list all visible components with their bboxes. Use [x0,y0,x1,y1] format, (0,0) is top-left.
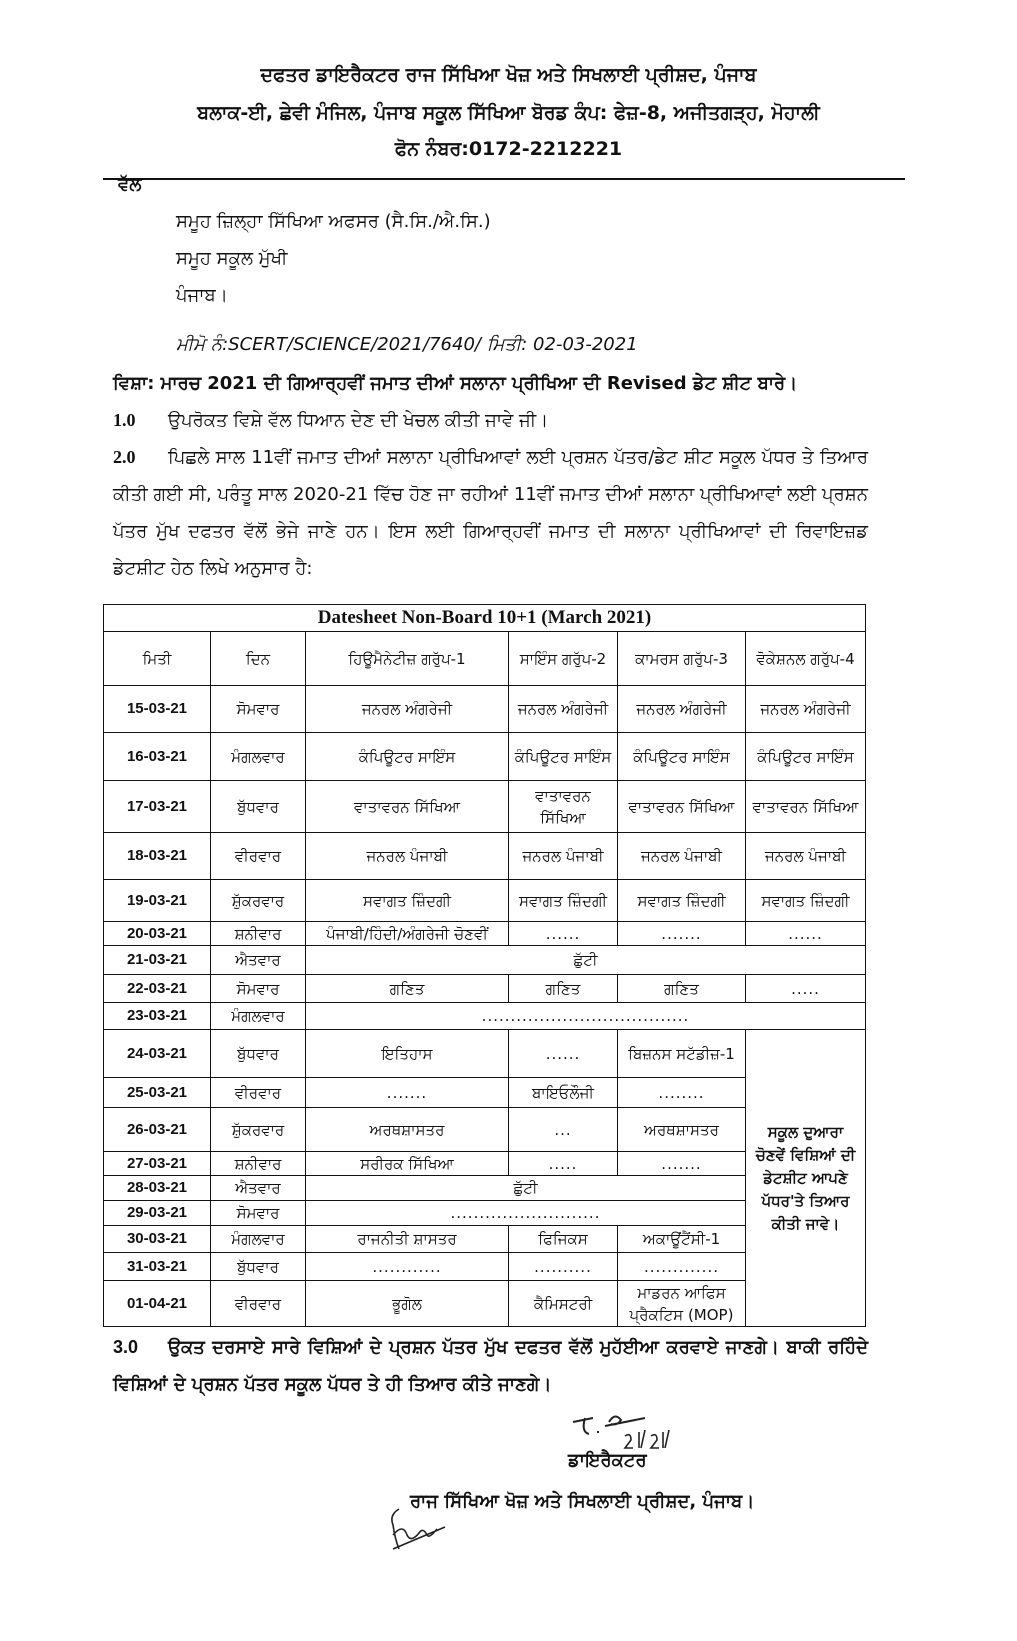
empty-subject-cell: ..... [509,1152,618,1176]
table-row [104,1030,866,1078]
office-address: ਬਲਾਕ-ਈ, ਛੇਵੀ ਮੰਜਿਲ, ਪੰਜਾਬ ਸਕੂਲ ਸਿੱਖਿਆ ਬੋਰਡ ਕੰਪ: ਫੇਜ਼-8, ਅਜੀਤਗੜ੍ਹ, ਮੋਹਾਲੀ [197,102,820,124]
subject-cell: ਅਕਾਊਂਟੈਂਸੀ-1 [618,1226,746,1253]
subject-cell: ਜਨਰਲ ਪੰਜਾਬੀ [306,833,509,880]
subject-cell: ਸਵਾਗਤ ਜ਼ਿੰਦਗੀ [306,880,509,922]
empty-subject-cell: ...... [509,922,618,946]
datesheet-title: Datesheet Non-Board 10+1 (March 2021) [104,605,866,632]
day-cell: ਵੀਰਵਾਰ [211,833,306,880]
day-cell: ਸ਼ਨੀਵਾਰ [211,922,306,946]
date-cell: 23-03-21 [104,1003,211,1030]
empty-subject-cell: ....... [306,1078,509,1108]
subject-cell: ਸਵਾਗਤ ਜ਼ਿੰਦਗੀ [618,880,746,922]
table-row [104,922,866,946]
paragraph-text: ਉਕਤ ਦਰਸਾਏ ਸਾਰੇ ਵਿਸ਼ਿਆਂ ਦੇ ਪ੍ਰਸ਼ਨ ਪੱਤਰ ਮੁੱਖ ਦਫਤਰ ਵੱਲੋਂ ਮੁਹੱਈਆ ਕਰਵਾਏ ਜਾਣਗੇ। ਬਾਕੀ ਰਹਿੰਦੇ ਵਿਸ਼ਿਆਂ ਦੇ ਪ੍ਰਸ਼ਨ ਪੱਤਰ ਸਕੂਲ ਪੱਧਰ ਤੇ ਹੀ ਤਿਆਰ ਕੀਤੇ ਜਾਣਗੇ। [113,1337,868,1395]
empty-subject-cell: ... [509,1108,618,1152]
subject-cell: ਕੰਪਿਊਟਰ ਸਾਇੰਸ [746,733,866,781]
paragraph-text: ਉਪਰੋਕਤ ਵਿਸ਼ੇ ਵੱਲ ਧਿਆਨ ਦੇਣ ਦੀ ਖੇਚਲ ਕੀਤੀ ਜਾਵੇ ਜੀ। [168,410,549,431]
empty-subject-cell: ...... [746,922,866,946]
vocational-note-cell: ਸਕੂਲ ਦੁਆਰਾ ਚੋਣਵੇਂ ਵਿਸ਼ਿਆਂ ਦੀ ਡੇਟਸ਼ੀਟ ਆਪਣੇ ਪੱਧਰ'ਤੇ ਤਿਆਰ ਕੀਤੀ ਜਾਵੇ। [746,1030,866,1327]
signatory-title: ਡਾਇਰੈਕਟਰ [568,1450,647,1471]
table-row [104,946,866,975]
subject-cell: ਇਤਿਹਾਸ [306,1030,509,1078]
day-cell: ਮੰਗਲਵਾਰ [211,1003,306,1030]
subject-cell: ਜਨਰਲ ਅੰਗਰੇਜੀ [509,686,618,733]
office-phone: ਫੋਨ ਨੰਬਰ:0172-2212221 [394,138,623,160]
subject-cell: ਵਾਤਾਵਰਨ ਸਿੱਖਿਆ [306,781,509,833]
subject-cell: ਵਾਤਾਵਰਨ ਸਿੱਖਿਆ [509,781,618,833]
subject-cell: ਅਰਥਸ਼ਾਸਤਰ [306,1108,509,1152]
subject-cell: ਅਰਥਸ਼ਾਸਤਰ [618,1108,746,1152]
day-cell: ਵੀਰਵਾਰ [211,1281,306,1327]
paragraph-3 [113,1329,868,1403]
datesheet-table [103,604,866,1327]
subject-cell: ਭੂਗੋਲ [306,1281,509,1327]
subject-cell: ਗਣਿਤ [509,975,618,1003]
day-cell: ਮੰਗਲਵਾਰ [211,733,306,781]
subject-cell: ਮਾਡਰਨ ਆਫਿਸ ਪ੍ਰੈਕਟਿਸ (MOP) [618,1281,746,1327]
paragraph-number: 1.0 [113,410,136,430]
column-header: ਸਾਇੰਸ ਗਰੁੱਪ-2 [509,632,618,686]
subject-cell: ਜਨਰਲ ਅੰਗਰੇਜੀ [306,686,509,733]
day-cell: ਸੋਮਵਾਰ [211,686,306,733]
date-cell: 31-03-21 [104,1253,211,1281]
paragraph-1 [113,402,868,439]
date-cell: 22-03-21 [104,975,211,1003]
subject-cell: ਰਾਜਨੀਤੀ ਸ਼ਾਸਤਰ [306,1226,509,1253]
recipient-1: ਸਮੂਹ ਜ਼ਿਲ੍ਹਾ ਸਿੱਖਿਆ ਅਫਸਰ (ਸੈ.ਸਿ./ਐ.ਸਿ.) [176,211,491,232]
empty-subject-cell: .................................... [306,1003,866,1030]
date-cell: 19-03-21 [104,880,211,922]
subject-cell: ਕੰਪਿਊਟਰ ਸਾਇੰਸ [618,733,746,781]
subject-cell: ਜਨਰਲ ਅੰਗਰੇਜੀ [746,686,866,733]
subject-cell: ਜਨਰਲ ਪੰਜਾਬੀ [509,833,618,880]
date-cell: 17-03-21 [104,781,211,833]
day-cell: ਬੁੱਧਵਾਰ [211,1253,306,1281]
recipient-2: ਸਮੂਹ ਸਕੂਲ ਮੁੱਖੀ [176,248,288,269]
day-cell: ਬੁੱਧਵਾਰ [211,1030,306,1078]
date-cell: 01-04-21 [104,1281,211,1327]
date-cell: 21-03-21 [104,946,211,975]
subject: ਵਿਸ਼ਾ: ਮਾਰਚ 2021 ਦੀ ਗਿਆਰ੍ਹਵੀਂ ਜਮਾਤ ਦੀਆਂ ਸਲਾਨਾ ਪ੍ਰੀਖਿਆ ਦੀ Revised ਡੇਟ ਸ਼ੀਟ ਬਾਰੇ। [113,373,798,394]
day-cell: ਬੁੱਧਵਾਰ [211,781,306,833]
day-cell: ਮੰਗਲਵਾਰ [211,1226,306,1253]
to-label: ਵੱਲ [118,174,142,195]
handwritten-signature [385,1505,455,1555]
memo-number: ਮੀਮੋ ਨੰ:SCERT/SCIENCE/2021/7640/ ਮਿਤੀ: 02-03-2021 [176,334,638,355]
date-cell: 30-03-21 [104,1226,211,1253]
day-cell: ਸੋਮਵਾਰ [211,975,306,1003]
date-cell: 15-03-21 [104,686,211,733]
column-header: ਕਾਮਰਸ ਗਰੁੱਪ-3 [618,632,746,686]
empty-subject-cell: ........ [618,1078,746,1108]
day-cell: ਸ਼ੁੱਕਰਵਾਰ [211,1108,306,1152]
table-row [104,733,866,781]
table-row [104,686,866,733]
paragraph-2 [113,439,868,587]
subject-cell: ਸਵਾਗਤ ਜ਼ਿੰਦਗੀ [746,880,866,922]
column-header: ਮਿਤੀ [104,632,211,686]
date-cell: 16-03-21 [104,733,211,781]
date-cell: 28-03-21 [104,1176,211,1201]
empty-subject-cell: ..... [746,975,866,1003]
subject-cell: ਕੈਮਿਸਟਰੀ [509,1281,618,1327]
date-cell: 20-03-21 [104,922,211,946]
empty-subject-cell: ............. [618,1253,746,1281]
column-header: ਦਿਨ [211,632,306,686]
empty-subject-cell: ....... [618,1152,746,1176]
column-header: ਵੋਕੇਸ਼ਨਲ ਗਰੁੱਪ-4 [746,632,866,686]
table-row [104,833,866,880]
recipient-3: ਪੰਜਾਬ। [176,285,228,306]
date-cell: 24-03-21 [104,1030,211,1078]
date-cell: 26-03-21 [104,1108,211,1152]
subject-cell: ਬਿਜ਼ਨਸ ਸਟੱਡੀਜ਼-1 [618,1030,746,1078]
day-cell: ਸੋਮਵਾਰ [211,1201,306,1226]
subject-cell: ਵਾਤਾਵਰਨ ਸਿੱਖਿਆ [746,781,866,833]
subject-cell: ਛੁੱਟੀ [306,946,866,975]
subject-cell: ਪੰਜਾਬੀ/ਹਿੰਦੀ/ਅੰਗਰੇਜੀ ਚੋਣਵੀਂ [306,922,509,946]
date-cell: 25-03-21 [104,1078,211,1108]
subject-cell: ਫਿਜਿਕਸ [509,1226,618,1253]
empty-subject-cell: .......... [509,1253,618,1281]
subject-cell: ਜਨਰਲ ਪੰਜਾਬੀ [618,833,746,880]
subject-cell: ਕੰਪਿਊਟਰ ਸਾਇੰਸ [509,733,618,781]
date-cell: 27-03-21 [104,1152,211,1176]
empty-subject-cell: ............ [306,1253,509,1281]
table-row [104,880,866,922]
header-divider [103,178,905,180]
subject-cell: ਸਰੀਰਕ ਸਿੱਖਿਆ [306,1152,509,1176]
empty-subject-cell: ...... [509,1030,618,1078]
subject-cell: ਸਵਾਗਤ ਜ਼ਿੰਦਗੀ [509,880,618,922]
subject-cell: ਜਨਰਲ ਅੰਗਰੇਜੀ [618,686,746,733]
paragraph-text: ਪਿਛਲੇ ਸਾਲ 11ਵੀਂ ਜਮਾਤ ਦੀਆਂ ਸਲਾਨਾ ਪ੍ਰੀਖਿਆਵਾਂ ਲਈ ਪ੍ਰਸ਼ਨ ਪੱਤਰ/ਡੇਟ ਸ਼ੀਟ ਸਕੂਲ ਪੱਧਰ ਤੇ ਤਿਆਰ ਕੀਤੀ ਗਈ ਸੀ, ਪਰੰਤੂ ਸਾਲ 2020-21 ਵਿੱਚ ਹੋਣ ਜਾ ਰਹੀਆਂ 11ਵੀਂ ਜਮਾਤ ਦੀਆਂ ਸਲਾਨਾ ਪ੍ਰੀਖਿਆਵਾਂ ਲਈ ਪ੍ਰਸ਼ਨ ਪੱਤਰ ਮੁੱਖ ਦਫਤਰ ਵੱਲੋਂ ਭੇਜੇ ਜਾਣੇ ਹਨ। ਇਸ ਲਈ ਗਿਆਰ੍ਹਵੀਂ ਜਮਾਤ ਦੀ ਸਲਾਨਾ ਪ੍ਰੀਖਿਆਵਾਂ ਦੀ ਰਿਵਾਇਜ਼ਡ ਡੇਟਸ਼ੀਟ ਹੇਠ ਲਿਖੇ ਅਨੁਸਾਰ ਹੈ: [113,447,868,579]
paragraph-number: 3.0 [113,1337,139,1357]
subject-cell: ਗਣਿਤ [306,975,509,1003]
day-cell: ਐਤਵਾਰ [211,946,306,975]
subject-cell: ਬਾਇਓਲੌਜੀ [509,1078,618,1108]
date-cell: 29-03-21 [104,1201,211,1226]
table-row [104,975,866,1003]
column-header: ਹਿਊਮੈਨੇਟੀਜ਼ ਗਰੁੱਪ-1 [306,632,509,686]
empty-subject-cell: .......................... [306,1201,746,1226]
subject-cell: ਵਾਤਾਵਰਨ ਸਿੱਖਿਆ [618,781,746,833]
table-row [104,781,866,833]
subject-cell: ਜਨਰਲ ਪੰਜਾਬੀ [746,833,866,880]
subject-cell: ਗਣਿਤ [618,975,746,1003]
date-cell: 18-03-21 [104,833,211,880]
table-row [104,1003,866,1030]
subject-cell: ਛੁੱਟੀ [306,1176,746,1201]
paragraph-number: 2.0 [113,447,136,467]
office-name: ਦਫਤਰ ਡਾਇਰੈਕਟਰ ਰਾਜ ਸਿੱਖਿਆ ਖੋਜ਼ ਅਤੇ ਸਿਖਲਾਈ ਪ੍ਰੀਸ਼ਦ, ਪੰਜਾਬ [260,64,757,86]
handwritten-initials-signature [565,1408,705,1456]
day-cell: ਸ਼ੁੱਕਰਵਾਰ [211,880,306,922]
signatory-organization: ਰਾਜ ਸਿੱਖਿਆ ਖੋਜ਼ ਅਤੇ ਸਿਖਲਾਈ ਪ੍ਰੀਸ਼ਦ, ਪੰਜਾਬ। [410,1491,755,1512]
day-cell: ਐਤਵਾਰ [211,1176,306,1201]
empty-subject-cell: ....... [618,922,746,946]
day-cell: ਸ਼ਨੀਵਾਰ [211,1152,306,1176]
day-cell: ਵੀਰਵਾਰ [211,1078,306,1108]
subject-cell: ਕੰਪਿਊਟਰ ਸਾਇੰਸ [306,733,509,781]
